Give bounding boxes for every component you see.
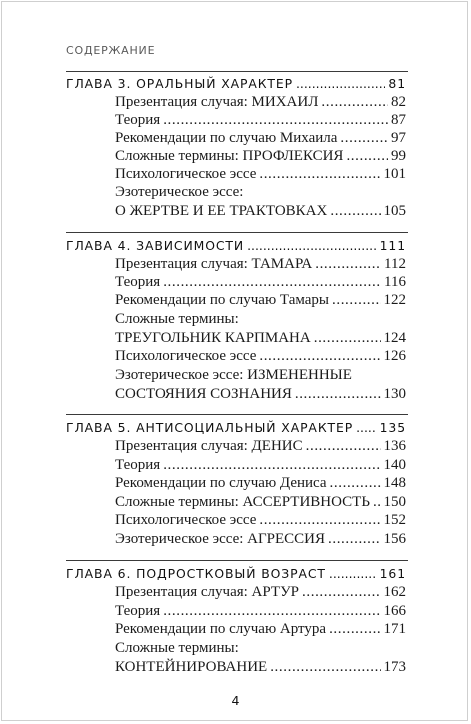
entry-page: 112 xyxy=(384,256,406,272)
chapter-divider xyxy=(66,71,408,72)
entry-page: 150 xyxy=(383,494,406,510)
dot-leader xyxy=(330,203,380,220)
entry-title: ТРЕУГОЛЬНИК КАРПМАНА xyxy=(115,330,311,346)
entry-title: Эзотерическое эссе: xyxy=(115,184,244,200)
toc-chapter-4[interactable] xyxy=(66,238,406,253)
entry-page: 105 xyxy=(383,203,406,219)
dot-leader xyxy=(270,659,380,676)
toc-entry-line-1[interactable] xyxy=(115,640,406,657)
toc-entry[interactable] xyxy=(115,531,406,548)
toc-chapter-5[interactable] xyxy=(66,420,406,435)
chapter-divider xyxy=(66,560,408,561)
toc-entry[interactable] xyxy=(115,457,406,474)
entry-title: СОСТОЯНИЯ СОЗНАНИЯ xyxy=(115,386,292,402)
dot-leader xyxy=(346,148,388,165)
entry-title: Эзотерическое эссе: АГРЕССИЯ xyxy=(115,531,325,547)
entry-page: 82 xyxy=(391,94,406,110)
chapter-title: ГЛАВА 6. ПОДРОСТКОВЫЙ ВОЗРАСТ xyxy=(66,566,326,581)
chapter-title: ГЛАВА 5. АНТИСОЦИАЛЬНЫЙ ХАРАКТЕР xyxy=(66,420,354,435)
toc-entry[interactable] xyxy=(115,438,406,455)
entry-page: 152 xyxy=(383,512,406,528)
dot-leader xyxy=(329,566,377,581)
entry-title: Теория xyxy=(115,112,161,128)
entry-title: Теория xyxy=(115,274,161,290)
chapter-page: 111 xyxy=(379,238,406,253)
chapter-divider xyxy=(66,232,408,233)
entry-page: 122 xyxy=(383,292,406,308)
entry-page: 99 xyxy=(391,148,406,164)
entry-title: КОНТЕЙНИРОВАНИЕ xyxy=(115,659,268,675)
toc-entry[interactable] xyxy=(115,386,406,403)
dot-leader xyxy=(163,603,380,620)
entry-page: 173 xyxy=(383,659,406,675)
chapter-title: ГЛАВА 4. ЗАВИСИМОСТИ xyxy=(66,238,245,253)
dot-leader xyxy=(247,238,377,253)
entry-title: Рекомендации по случаю Артура xyxy=(115,621,327,637)
entry-title: Рекомендации по случаю Михаила xyxy=(115,130,338,146)
entry-title: Психологическое эссе xyxy=(115,512,257,528)
entry-page: 124 xyxy=(383,330,406,346)
toc-entry[interactable] xyxy=(115,274,406,291)
dot-leader xyxy=(306,438,381,455)
entry-page: 126 xyxy=(383,348,406,364)
dot-leader xyxy=(259,166,380,183)
dot-leader xyxy=(259,348,380,365)
entry-page: 162 xyxy=(383,584,406,600)
entry-page: 171 xyxy=(383,621,406,637)
toc-entry-line-1[interactable] xyxy=(115,311,406,328)
entry-page: 136 xyxy=(383,438,406,454)
entry-title: Презентация случая: ТАМАРА xyxy=(115,256,313,272)
dot-leader xyxy=(330,475,381,492)
toc-entry[interactable] xyxy=(115,659,406,676)
toc-entry[interactable] xyxy=(115,148,406,165)
dot-leader xyxy=(332,292,381,309)
entry-title: Психологическое эссе xyxy=(115,348,257,364)
toc-entry[interactable] xyxy=(115,603,406,620)
dot-leader xyxy=(296,76,385,91)
entry-title: Сложные термины: АССЕРТИВНОСТЬ xyxy=(115,494,370,510)
toc-entry[interactable] xyxy=(115,94,406,111)
toc-entry-line-1[interactable] xyxy=(115,184,406,201)
dot-leader xyxy=(295,386,381,403)
dot-leader xyxy=(163,112,388,129)
toc-entry[interactable] xyxy=(115,203,406,220)
chapter-page: 81 xyxy=(388,76,406,91)
entry-title: Теория xyxy=(115,457,161,473)
entry-title: Сложные термины: xyxy=(115,640,239,656)
entry-title: Сложные термины: ПРОФЛЕКСИЯ xyxy=(115,148,344,164)
toc-entry[interactable] xyxy=(115,475,406,492)
dot-leader xyxy=(163,457,380,474)
dot-leader xyxy=(356,420,377,435)
entry-title: О ЖЕРТВЕ И ЕЕ ТРАКТОВКАХ xyxy=(115,203,328,219)
chapter-title: ГЛАВА 3. ОРАЛЬНЫЙ ХАРАКТЕР xyxy=(66,76,293,91)
entry-page: 87 xyxy=(391,112,406,128)
page-number: 4 xyxy=(231,693,240,708)
toc-entry[interactable] xyxy=(115,130,406,147)
entry-title: Рекомендации по случаю Тамары xyxy=(115,292,329,308)
entry-title: Презентация случая: АРТУР xyxy=(115,584,300,600)
entry-title: Сложные термины: xyxy=(115,311,239,327)
dot-leader xyxy=(321,94,388,111)
entry-title: Эзотерическое эссе: ИЗМЕНЕННЫЕ xyxy=(115,367,352,383)
dot-leader xyxy=(163,274,381,291)
toc-entry[interactable] xyxy=(115,621,406,638)
entry-title: Рекомендации по случаю Дениса xyxy=(115,475,327,491)
entry-page: 156 xyxy=(383,531,406,547)
dot-leader xyxy=(328,531,381,548)
toc-entry-line-1[interactable] xyxy=(115,367,406,384)
dot-leader xyxy=(302,584,380,601)
toc-chapter-6[interactable] xyxy=(66,566,406,581)
toc-entry[interactable] xyxy=(115,330,406,347)
entry-page: 116 xyxy=(384,274,406,290)
entry-page: 140 xyxy=(383,457,406,473)
dot-leader xyxy=(315,256,381,273)
toc-entry[interactable] xyxy=(115,512,406,529)
dot-leader xyxy=(314,330,381,347)
entry-title: Презентация случая: ДЕНИС xyxy=(115,438,303,454)
toc-entry[interactable] xyxy=(115,292,406,309)
dot-leader xyxy=(329,621,380,638)
dot-leader xyxy=(340,130,388,147)
chapter-divider xyxy=(66,414,408,415)
entry-page: 166 xyxy=(383,603,406,619)
section-title: СОДЕРЖАНИЕ xyxy=(66,44,156,57)
entry-page: 101 xyxy=(383,166,406,182)
toc-entry[interactable] xyxy=(115,112,406,129)
entry-page: 130 xyxy=(383,386,406,402)
entry-title: Психологическое эссе xyxy=(115,166,257,182)
toc-entry[interactable] xyxy=(115,256,406,273)
entry-page: 97 xyxy=(391,130,406,146)
entry-title: Презентация случая: МИХАИЛ xyxy=(115,94,319,110)
entry-page: 148 xyxy=(383,475,406,491)
dot-leader xyxy=(373,494,381,511)
chapter-page: 135 xyxy=(379,420,406,435)
chapter-page: 161 xyxy=(379,566,406,581)
toc-entry[interactable] xyxy=(115,348,406,365)
toc-entry[interactable] xyxy=(115,494,406,511)
entry-title: Теория xyxy=(115,603,161,619)
dot-leader xyxy=(259,512,380,529)
toc-chapter-3[interactable] xyxy=(66,76,406,91)
toc-entry[interactable] xyxy=(115,166,406,183)
toc-entry[interactable] xyxy=(115,584,406,601)
